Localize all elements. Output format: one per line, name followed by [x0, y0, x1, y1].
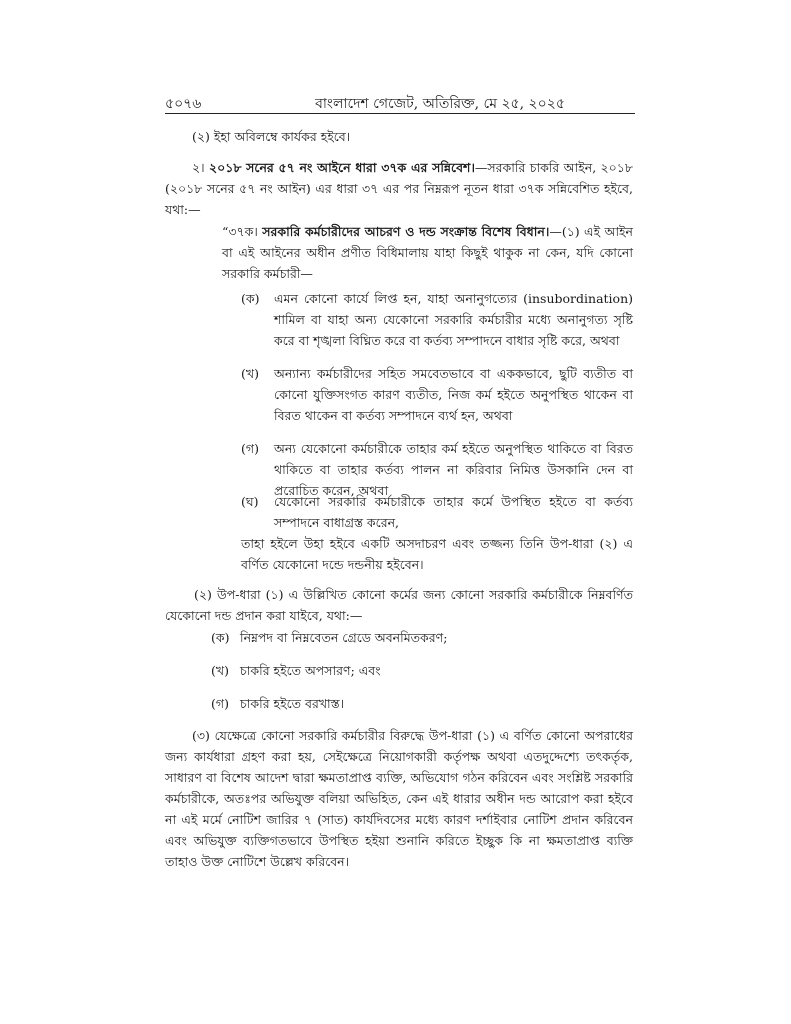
clause-label: (ঘ) [241, 494, 259, 509]
section-2 [165, 157, 633, 220]
section-2-body: —সরকারি চাকরি আইন, ২০১৮ (২০১৮ সনের ৫৭ নং আইন) এর ধারা ৩৭ এর পর নিম্নরূপ নূতন ধারা ৩৭ক সন্নিবেশিত হইবে, যথা:— [165, 160, 634, 217]
penalty-kha [211, 660, 633, 681]
clause-text: অন্য যেকোনো কর্মচারীকে তাহার কর্ম হইতে অনুপস্থিত থাকিতে বা বিরত থাকিতে বা তাহার কর্তব্য পালন না করিবার নিমিত্ত উসকানি দেন বা প্ররোচিত করেন, অথবা [274, 441, 633, 498]
clause-label: (গ) [211, 696, 229, 711]
clause-text: চাকরি হইতে বরখাস্ত। [240, 696, 345, 711]
clause-kha [241, 363, 633, 426]
page-number: ৫০৭৬ [165, 96, 202, 112]
section-37a-number: “৩৭ক। [222, 224, 258, 239]
clause-text: চাকরি হইতে অপসারণ; এবং [240, 663, 381, 678]
subsection-2-effect: (২) ইহা অবিলম্বে কার্যকর হইবে। [192, 129, 351, 144]
clause-ka [241, 288, 633, 351]
clause-text: নিম্নপদ বা নিম্নবেতন গ্রেডে অবনমিতকরণ; [240, 630, 448, 645]
clause-label: (ক) [211, 630, 230, 645]
clause-text: যেকোনো সরকারি কর্মচারীকে তাহার কর্মে উপস্থিত হইতে বা কর্তব্য সম্পাদনে বাধাগ্রস্ত করেন, [274, 494, 633, 530]
subsection-2: (২) উপ-ধারা (১) এ উল্লিখিত কোনো কর্মের জন্য কোনো সরকারি কর্মচারীকে নিম্নবর্ণিত যেকোনো দন্ড প্রদান করা যাইবে, যথা:— [165, 587, 633, 623]
section-2-heading: ২০১৮ সনের ৫৭ নং আইনে ধারা ৩৭ক এর সন্নিবেশ। [208, 160, 475, 175]
running-title: বাংলাদেশ গেজেট, অতিরিক্ত, মে ২৫, ২০২৫ [315, 96, 565, 112]
header-divider [165, 113, 635, 114]
section-37a-heading: সরকারি কর্মচারীদের আচরণ ও দন্ড সংক্রান্ত বিশেষ বিধান। [262, 224, 550, 239]
penalty-ka [211, 627, 633, 648]
clause-label: (গ) [241, 441, 259, 456]
section-37a-intro [222, 221, 633, 284]
subsection-3: (৩) যেক্ষেত্রে কোনো সরকারি কর্মচারীর বিরুদ্ধে উপ-ধারা (১) এ বর্ণিত কোনো অপরাধের জন্য কার্যধারা গ্রহণ করা হয়, সেইক্ষেত্রে নিয়োগকারী কর্তৃপক্ষ অথবা এতদুদ্দেশ্যে তৎকর্তৃক, সাধারণ বা বিশেষ আদেশ দ্বারা ক্ষমতাপ্রাপ্ত ব্যক্তি, অভিযোগ গঠন করিবেন এবং সংশ্লিষ্ট সরকারি কর্মচারীকে, অতঃপর অভিযুক্ত বলিয়া অভিহিত, কেন এই ধারার অধীন দন্ড আরোপ করা হইবে না এই মর্মে নোটিশ জারির ৭ (সাত) কার্যদিবসের মধ্যে কারণ দর্শাইবার নোটিশ প্রদান করিবেন এবং অভিযুক্ত ব্যক্তিগতভাবে উপস্থিত হইয়া শুনানি করিতে ইচ্ছুক কি না ক্ষমতাপ্রাপ্ত ব্যক্তি তাহাও উক্ত নোটিশে উল্লেখ করিবেন। [165, 728, 633, 869]
subsection-1-conclusion: তাহা হইলে উহা হইবে একটি অসদাচরণ এবং তজ্জন্য তিনি উপ-ধারা (২) এ বর্ণিত যেকোনো দন্ডে দন্ডনীয় হইবেন। [241, 536, 633, 572]
clause-text: অন্যান্য কর্মচারীদের সহিত সমবেতভাবে বা এককভাবে, ছুটি ব্যতীত বা কোনো যুক্তিসংগত কারণ ব্যতীত, নিজ কর্ম হইতে অনুপস্থিত থাকেন বা বিরত থাকেন বা কর্তব্য সম্পাদনে ব্যর্থ হন, অথবা [274, 366, 633, 423]
section-2-number: ২। [192, 160, 205, 175]
clause-label: (খ) [241, 366, 259, 381]
clause-text: এমন কোনো কার্যে লিপ্ত হন, যাহা অনানুগত্যের (insubordination) শামিল বা যাহা অন্য যেকোনো সরকারি কর্মচারীর মধ্যে অনানুগত্য সৃষ্টি করে বা শৃঙ্খলা বিঘ্নিত করে বা কর্তব্য সম্পাদনে বাধার সৃষ্টি করে, অথবা [274, 291, 633, 348]
section-37a-body: —(১) এই আইন বা এই আইনের অধীন প্রণীত বিধিমালায় যাহা কিছুই থাকুক না কেন, যদি কোনো সরকারি কর্মচারী— [222, 224, 633, 281]
page-header [165, 92, 635, 114]
clause-label: (ক) [241, 291, 260, 306]
penalty-ga [211, 693, 633, 714]
clause-gha [241, 491, 633, 533]
clause-label: (খ) [211, 663, 229, 678]
